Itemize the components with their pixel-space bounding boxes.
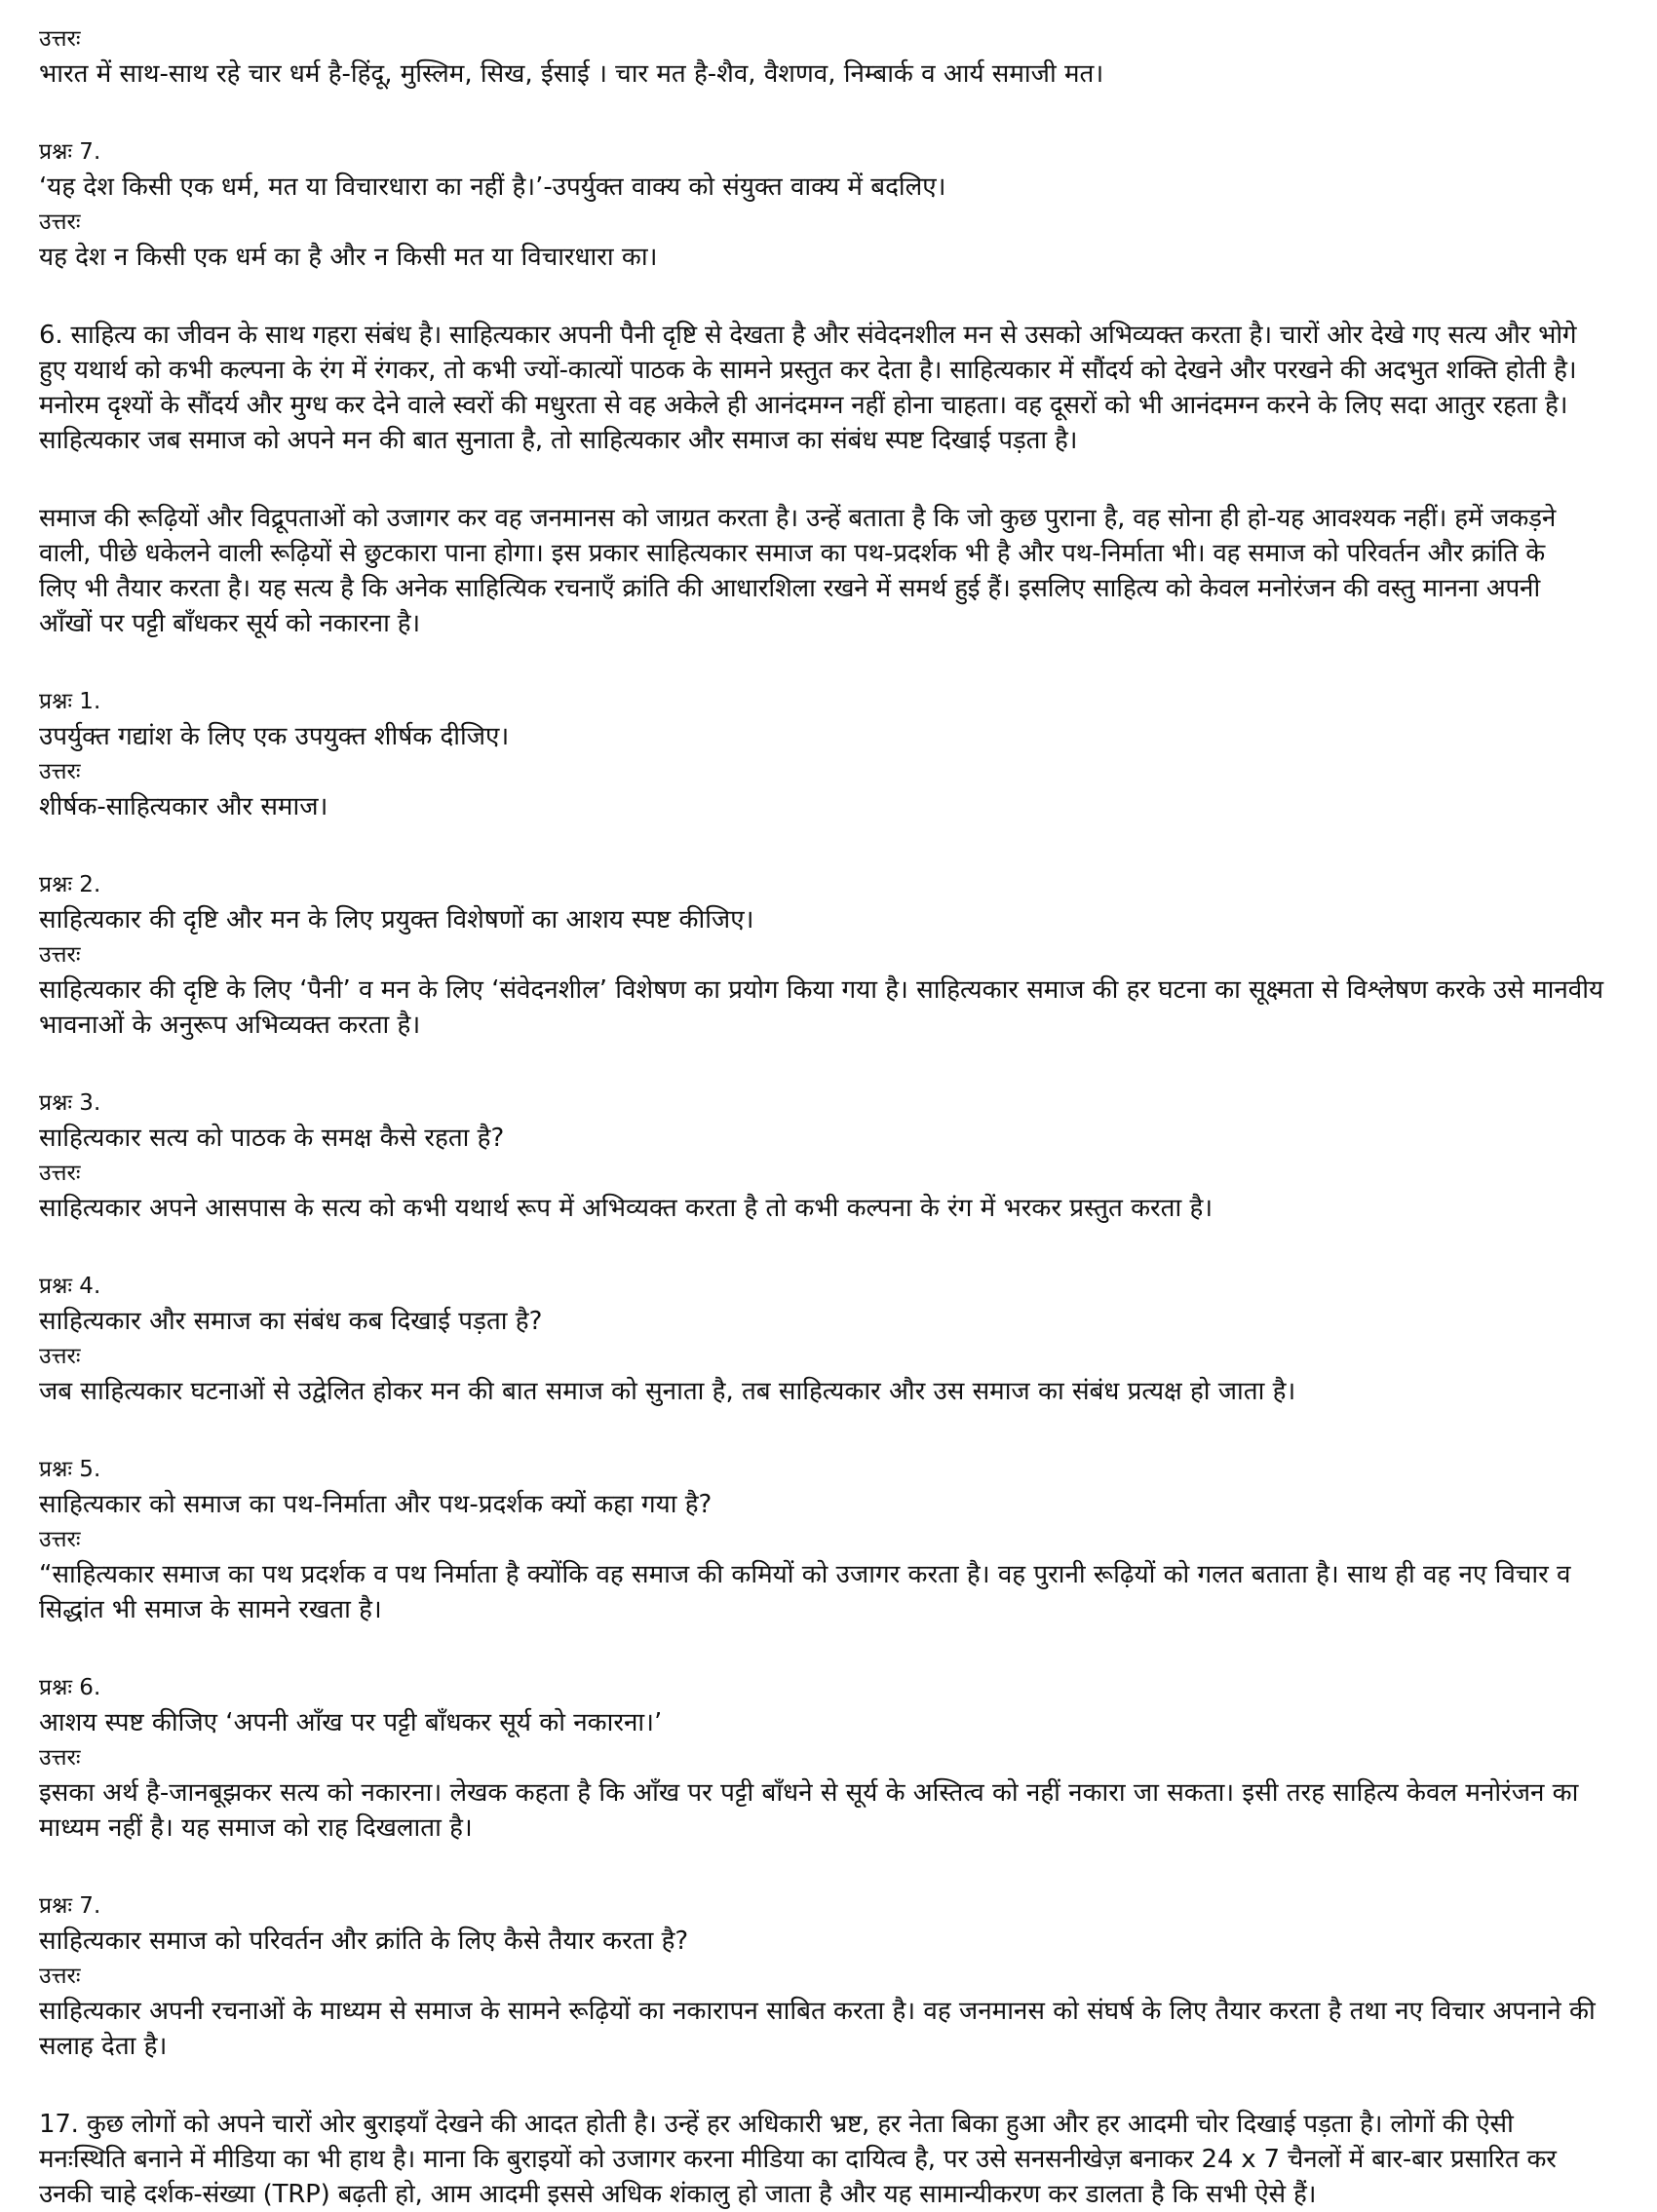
answer-label: उत्तरः [39, 1161, 81, 1186]
passage-paragraph [39, 318, 1623, 458]
question-answer-block [39, 1086, 1623, 1226]
answer-text: शीर्षक-साहित्यकार और समाज। [39, 792, 328, 821]
paragraph-line: हुए यथार्थ को कभी कल्पना के रंग में रंगकर, तो कभी ज्यों-कात्यों पाठक के सामने प्रस्तुत कर देता है। साहित्यकार में सौंदर्य को देखने और परखने की अदभुत शक्ति होती है। [39, 356, 1577, 385]
question-text: साहित्यकार और समाज का संबंध कब दिखाई पड़ता है? [39, 1307, 543, 1336]
question-label: प्रश्नः 6. [39, 1675, 101, 1700]
paragraph-line: आँखों पर पट्टी बाँधकर सूर्य को नकारना है। [39, 609, 420, 638]
answer-label: उत्तरः [39, 942, 81, 968]
answer-text: सिद्धांत भी समाज के सामने रखता है। [39, 1595, 382, 1624]
question-text: साहित्यकार सत्य को पाठक के समक्ष कैसे रहता है? [39, 1124, 505, 1153]
question-answer-block [39, 1670, 1623, 1846]
question-answer-block [39, 21, 1623, 92]
block-gap [39, 2064, 1623, 2107]
passage-paragraph [39, 2107, 1623, 2212]
block-gap [39, 641, 1623, 684]
paragraph-line: वाली, पीछे धकेलने वाली रूढ़ियों से छुटकारा पाना होगा। इस प्रकार साहित्यकार समाज का पथ-प्रदर्शक भी है और पथ-निर्माता भी। वह समाज को परिवर्तन और क्रांति के [39, 539, 1546, 568]
answer-text: साहित्यकार अपने आसपास के सत्य को कभी यथार्थ रूप में अभिव्यक्त करता है तो कभी कल्पना के रंग में भरकर प्रस्तुत करता है। [39, 1194, 1214, 1223]
answer-text: यह देश न किसी एक धर्म का है और न किसी मत या विचारधारा का। [39, 243, 658, 272]
block-gap [39, 1226, 1623, 1269]
question-label: प्रश्नः 1. [39, 689, 101, 714]
question-answer-block [39, 1269, 1623, 1409]
question-answer-block [39, 1452, 1623, 1627]
answer-text: भावनाओं के अनुरूप अभिव्यक्त करता है। [39, 1011, 421, 1040]
paragraph-line: साहित्यकार जब समाज को अपने मन की बात सुनाता है, तो साहित्यकार और समाज का संबंध स्पष्ट दिखाई पड़ता है। [39, 426, 1078, 455]
question-label: प्रश्नः 5. [39, 1457, 101, 1482]
answer-text: इसका अर्थ है-जानबूझकर सत्य को नकारना। लेखक कहता है कि आँख पर पट्टी बाँधने से सूर्य के अस्तित्व को नहीं नकारा जा सकता। इसी तरह साहित्य केवल मनोरंजन का [39, 1778, 1579, 1808]
answer-text: भारत में साथ-साथ रहे चार धर्म है-हिंदू, मुस्लिम, सिख, ईसाई । चार मत है-शैव, वैशणव, निम्बार्क व आर्य समाजी मत। [39, 59, 1104, 89]
question-text: साहित्यकार की दृष्टि और मन के लिए प्रयुक्त विशेषणों का आशय स्पष्ट कीजिए। [39, 905, 754, 934]
question-answer-block [39, 1888, 1623, 2064]
question-text: उपर्युक्त गद्यांश के लिए एक उपयुक्त शीर्षक दीजिए। [39, 722, 510, 751]
answer-label: उत्तरः [39, 1344, 81, 1369]
answer-text: माध्यम नहीं है। यह समाज को राह दिखलाता है। [39, 1813, 473, 1843]
question-label: प्रश्नः 2. [39, 872, 101, 897]
question-text: साहित्यकार समाज को परिवर्तन और क्रांति के लिए कैसे तैयार करता है? [39, 1926, 689, 1956]
answer-label: उत्तरः [39, 26, 81, 52]
block-gap [39, 1409, 1623, 1452]
paragraph-line: मनोरम दृश्यों के सौंदर्य और मुग्ध कर देने वाले स्वरों की मधुरता से वह अकेले ही आनंदमग्न नहीं होना चाहता। वह दूसरों को भी आनंदमग्न करने के लिए सदा आतुर रहता है। [39, 391, 1568, 420]
answer-text: साहित्यकार अपनी रचनाओं के माध्यम से समाज के सामने रूढ़ियों का नकारापन साबित करता है। वह जनमानस को संघर्ष के लिए तैयार करता है तथा नए विचार अपनाने की [39, 1997, 1596, 2026]
paragraph-line: समाज की रूढ़ियों और विद्रूपताओं को उजागर कर वह जनमानस को जाग्रत करता है। उन्हें बताता है कि जो कुछ पुराना है, वह सोना ही हो-यह आवश्यक नहीं। हमें जकड़ने [39, 504, 1557, 533]
question-label: प्रश्नः 3. [39, 1090, 101, 1116]
question-answer-block [39, 134, 1623, 275]
answer-label: उत्तरः [39, 210, 81, 235]
block-gap [39, 1627, 1623, 1670]
block-gap [39, 275, 1623, 318]
question-text: ‘यह देश किसी एक धर्म, मत या विचारधारा का नहीं है।’-उपर्युक्त वाक्य को संयुक्त वाक्य में बदलिए। [39, 172, 946, 202]
question-text: आशय स्पष्ट कीजिए ‘अपनी आँख पर पट्टी बाँधकर सूर्य को नकारना।’ [39, 1708, 663, 1737]
question-label: प्रश्नः 7. [39, 1893, 101, 1919]
answer-text: सलाह देता है। [39, 2032, 168, 2061]
block-gap [39, 1846, 1623, 1888]
block-gap [39, 824, 1623, 867]
paragraph-line: उनकी चाहे दर्शक-संख्या (TRP) बढ़ती हो, आम आदमी इससे अधिक शंकालु हो जाता है और यह सामान्यीकरण कर डालता है कि सभी ऐसे हैं। [39, 2180, 1317, 2209]
block-gap [39, 92, 1623, 134]
paragraph-line: 6. साहित्य का जीवन के साथ गहरा संबंध है। साहित्यकार अपनी पैनी दृष्टि से देखता है और संवेदनशील मन से उसको अभिव्यक्त करता है। चारों ओर देखे गए सत्य और भोगे [39, 321, 1577, 350]
answer-label: उत्तरः [39, 759, 81, 784]
question-label: प्रश्नः 4. [39, 1274, 101, 1299]
block-gap [39, 1043, 1623, 1086]
answer-label: उत्तरः [39, 1745, 81, 1771]
answer-text: “साहित्यकार समाज का पथ प्रदर्शक व पथ निर्माता है क्योंकि वह समाज की कमियों को उजागर करता है। वह पुरानी रूढ़ियों को गलत बताता है। साथ ही वह नए विचार व [39, 1560, 1571, 1589]
block-gap [39, 458, 1623, 501]
question-text: साहित्यकार को समाज का पथ-निर्माता और पथ-प्रदर्शक क्यों कहा गया है? [39, 1490, 713, 1519]
answer-text: साहित्यकार की दृष्टि के लिए ‘पैनी’ व मन के लिए ‘संवेदनशील’ विशेषण का प्रयोग किया गया है। साहित्यकार समाज की हर घटना का सूक्ष्मता से विश्लेषण करके उसे मानवीय [39, 975, 1604, 1005]
paragraph-line: 17. कुछ लोगों को अपने चारों ओर बुराइयाँ देखने की आदत होती है। उन्हें हर अधिकारी भ्रष्ट, हर नेता बिका हुआ और हर आदमी चोर दिखाई पड़ता है। लोगों की ऐसी [39, 2110, 1514, 2139]
answer-label: उत्तरः [39, 1527, 81, 1552]
paragraph-line: मनःस्थिति बनाने में मीडिया का भी हाथ है। माना कि बुराइयों को उजागर करना मीडिया का दायित्व है, पर उसे सनसनीखेज़ बनाकर 24 x 7 चैनलों में बार-बार प्रसारित कर [39, 2145, 1557, 2174]
question-answer-block [39, 684, 1623, 824]
paragraph-line: लिए भी तैयार करता है। यह सत्य है कि अनेक साहित्यिक रचनाएँ क्रांति की आधारशिला रखने में समर्थ हुई हैं। इसलिए साहित्य को केवल मनोरंजन की वस्तु मानना अपनी [39, 574, 1541, 603]
question-label: प्रश्नः 7. [39, 139, 101, 165]
passage-paragraph [39, 501, 1623, 641]
question-answer-block [39, 867, 1623, 1043]
document-page [39, 21, 1623, 2212]
answer-text: जब साहित्यकार घटनाओं से उद्वेलित होकर मन की बात समाज को सुनाता है, तब साहित्यकार और उस समाज का संबंध प्रत्यक्ष हो जाता है। [39, 1377, 1296, 1406]
answer-label: उत्तरः [39, 1964, 81, 1989]
